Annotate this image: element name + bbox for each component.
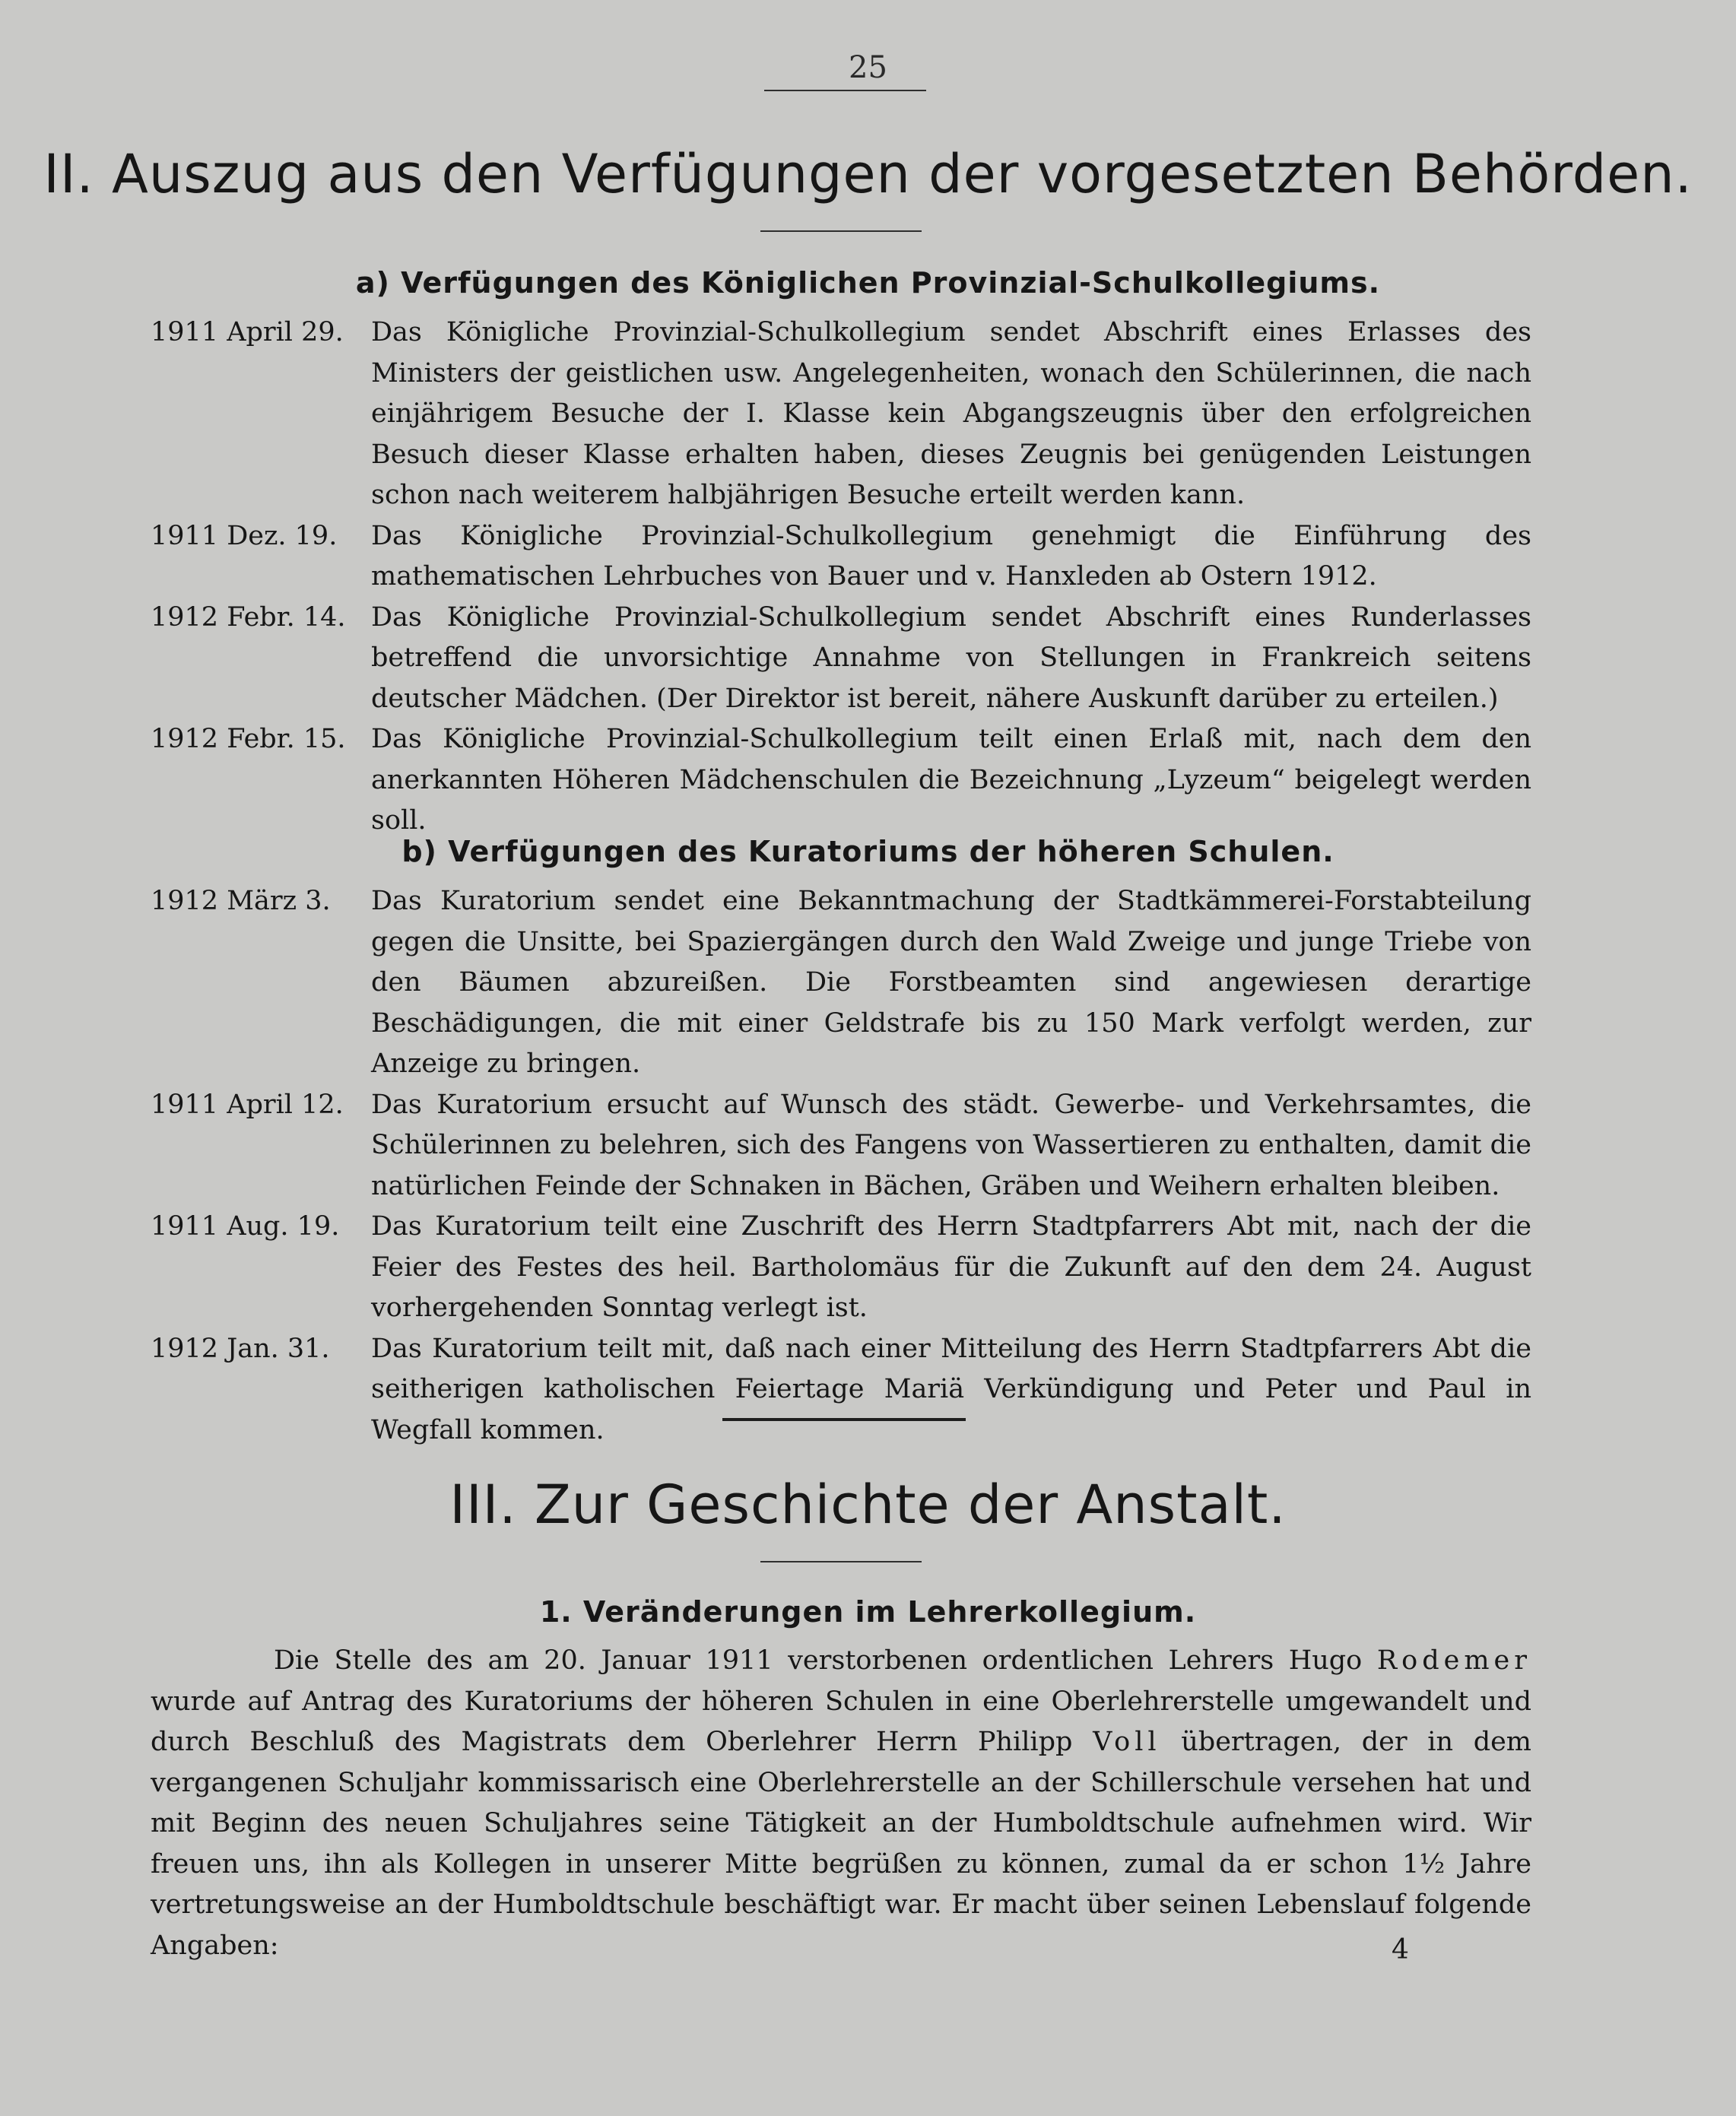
subsection-a-entries [151,312,1531,842]
list-item [151,598,1531,720]
list-item [151,1329,1531,1451]
paragraph-text: Die Stelle des am 20. Januar 1911 verstorbenen ordentlichen Lehrers Hugo [274,1645,1377,1676]
entry-text: Das Königliche Provinzial-Schulkollegium teilt einen Erlaß mit, nach dem den anerkannten Höheren Mädchenschulen die Bezeichnung „Lyzeum“ beigelegt werden soll. [371,724,1531,836]
section-3-subtitle: 1. Veränderungen im Lehrerkollegium. [539,1595,1197,1629]
list-item [151,312,1531,516]
entry-text: Das Königliche Provinzial-Schulkollegium sendet Abschrift eines Runderlasses betreffend die unvorsichtige Annahme von Stellungen in Frankreich seitens deutscher Mädchen. (Der Direktor ist bereit, nähere Auskunft darüber zu erteilen.) [371,601,1531,714]
entry-date: 1912 Febr. 14. [151,601,346,633]
page-number: 25 [849,50,887,85]
entry-date: 1911 April 29. [151,317,344,347]
subsection-b-entries [151,881,1531,1451]
entry-date: 1912 März 3. [151,886,331,916]
list-item [151,1085,1531,1207]
section-separator [722,1418,966,1421]
section-2-title: II. Auszug aus den Verfügungen der vorgesetzten Behörden. [43,143,1693,205]
entry-date: 1911 Aug. 19. [151,1211,340,1242]
header-rule [764,90,926,91]
list-item [151,719,1531,842]
paragraph-text: wurde auf Antrag des Kuratoriums der höheren Schulen in eine Oberlehrerstelle umgewandelt und durch Beschluß des Magistrats dem Oberlehrer Herrn Philipp [151,1686,1531,1757]
entry-text: Das Kuratorium ersucht auf Wunsch des städt. Gewerbe- und Verkehrsamtes, die Schülerinnen zu belehren, sich des Fangens von Wassertieren zu enthalten, damit die natürlichen Feinde der Schnaken in Bächen, Gräben und Weihern erhalten bleiben. [371,1089,1531,1201]
entry-text: Das Königliche Provinzial-Schulkollegium genehmigt die Einführung des mathematischen Lehrbuches von Bauer und v. Hanxleden ab Ostern 1912. [371,520,1531,592]
list-item [151,516,1531,598]
entry-date: 1912 Jan. 31. [151,1333,330,1364]
entry-text: Das Kuratorium teilt eine Zuschrift des Herrn Stadtpfarrers Abt mit, nach der die Feier des Festes des heil. Bartholomäus für die Zukunft auf den dem 24. August vorhergehenden Sonntag verlegt ist. [371,1211,1531,1323]
entry-date: 1911 Dez. 19. [151,520,338,551]
list-item [151,881,1531,1085]
entry-text: Das Kuratorium teilt mit, daß nach einer Mitteilung des Herrn Stadtpfarrers Abt die seitherigen katholischen Feiertage Mariä Verkündigung und Peter und Paul in Wegfall kommen. [371,1333,1531,1445]
subsection-b-title: b) Verfügungen des Kuratoriums der höheren Schulen. [401,835,1335,868]
entry-text: Das Kuratorium sendet eine Bekanntmachung der Stadtkämmerei-Forstabteilung gegen die Unsitte, bei Spaziergängen durch den Wald Zweige und junge Triebe von den Bäumen abzureißen. Die Forstbeamten sind angewiesen derartige Beschädigungen, die mit einer Geldstrafe bis zu 150 Mark verfolgt werden, zur Anzeige zu bringen. [371,886,1531,1079]
subsection-a-title: a) Verfügungen des Königlichen Provinzial-Schulkollegiums. [355,266,1381,300]
folio-number: 4 [1392,1934,1409,1965]
person-name: Voll [1093,1727,1161,1757]
entry-text: Das Königliche Provinzial-Schulkollegium sendet Abschrift eines Erlasses des Ministers der geistlichen usw. Angelegenheiten, wonach den Schülerinnen, die nach einjährigem Besuche der I. Klasse kein Abgangszeugnis über den erfolgreichen Besuch dieser Klasse erhalten haben, dieses Zeugnis bei genügenden Leistungen schon nach weiterem halbjährigen Besuche erteilt werden kann. [371,317,1531,510]
section-3-title: III. Zur Geschichte der Anstalt. [449,1474,1287,1536]
paragraph-text: übertragen, der in dem vergangenen Schuljahr kommissarisch eine Oberlehrerstelle an der Schillerschule versehen hat und mit Beginn des neuen Schuljahres seine Tätigkeit an der Humboldtschule aufnehmen wird. Wir freuen uns, ihn als Kollegen in unserer Mitte begrüßen zu können, zumal da er schon 1½ Jahre vertretungsweise an der Humboldtschule beschäftigt war. Er macht über seinen Lebenslauf folgende Angaben: [151,1727,1532,1961]
list-item [151,1207,1531,1329]
person-name: Rodemer [1376,1645,1531,1676]
entry-date: 1911 April 12. [151,1089,344,1120]
entry-date: 1912 Febr. 15. [151,724,346,754]
paragraph [151,1641,1531,1966]
section-2-divider [760,230,922,232]
section-3-divider [760,1561,922,1562]
